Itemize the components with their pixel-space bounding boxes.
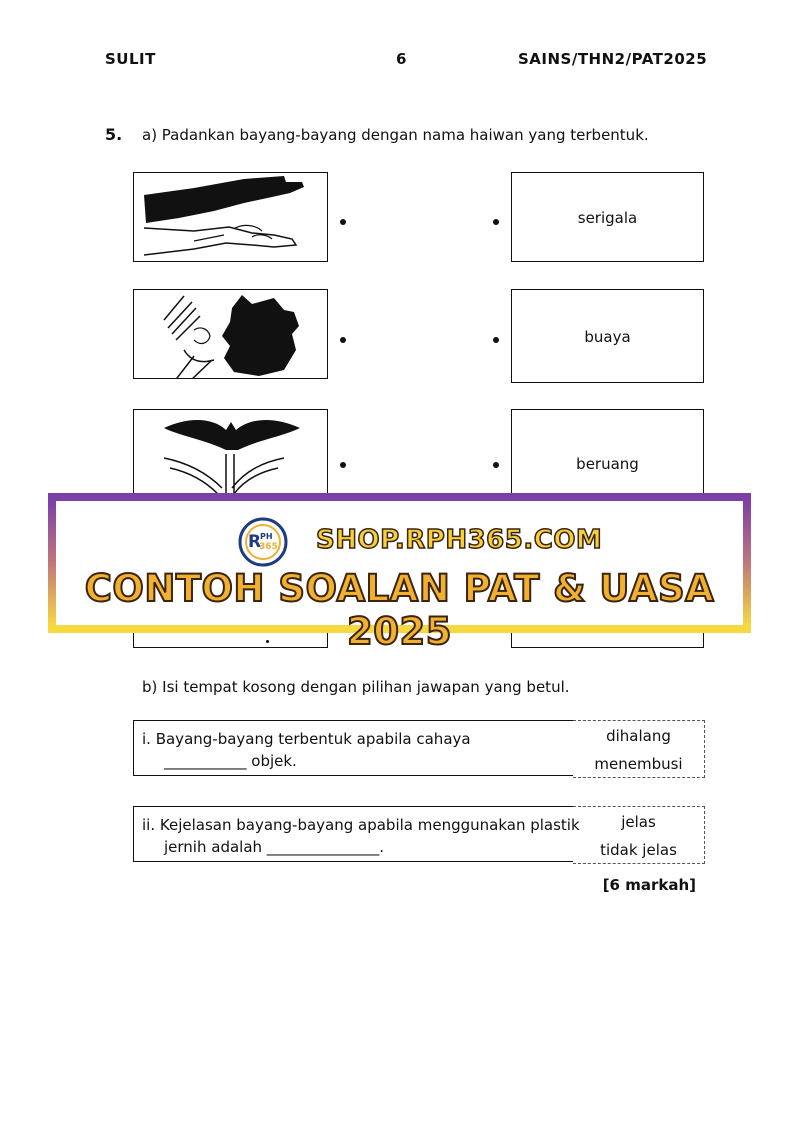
option-i-1[interactable]: dihalang: [606, 727, 671, 745]
animal-name-3: beruang: [576, 455, 639, 473]
fill-ii-line1: ii. Kejelasan bayang-bayang apabila menggunakan plastik: [142, 816, 580, 834]
options-box-ii: [573, 806, 705, 864]
match-dot-right-2[interactable]: [493, 337, 499, 343]
option-ii-1[interactable]: jelas: [621, 813, 656, 831]
fill-i-line1: i. Bayang-bayang terbentuk apabila cahaya: [142, 730, 471, 748]
rph365-logo-icon: [238, 517, 288, 567]
question-number: 5.: [105, 125, 123, 144]
match-dot-left-2[interactable]: [340, 337, 346, 343]
fill-i-line2: ___________ objek.: [164, 752, 297, 770]
fill-blank-i: [133, 720, 573, 776]
animal-name-2: buaya: [584, 328, 631, 346]
animal-name-1: serigala: [577, 209, 638, 227]
page-number: 6: [396, 50, 407, 68]
svg-text:PH: PH: [260, 532, 273, 541]
options-box-i: [573, 720, 705, 778]
question-part-a: a) Padankan bayang-bayang dengan nama haiwan yang terbentuk.: [142, 126, 649, 144]
banner-title: CONTOH SOALAN PAT & UASA 2025: [84, 567, 715, 653]
animal-name-box-3: [511, 409, 704, 499]
shadow-image-box-3: [133, 409, 328, 499]
match-dot-right-3[interactable]: [493, 462, 499, 468]
question-part-b: b) Isi tempat kosong dengan pilihan jawapan yang betul.: [142, 678, 570, 696]
svg-text:365: 365: [259, 542, 278, 552]
watermark-banner: [48, 493, 751, 653]
header-right: SAINS/THN2/PAT2025: [518, 50, 708, 68]
crocodile-hand-shadow-image: [134, 173, 328, 262]
banner-shop-url: SHOP.RPH365.COM: [316, 525, 603, 555]
header-left: SULIT: [105, 50, 156, 68]
option-ii-2[interactable]: tidak jelas: [600, 841, 677, 859]
animal-name-box-2: [511, 289, 704, 383]
animal-name-box-1: [511, 172, 704, 262]
bear-hand-shadow-image: [134, 290, 328, 379]
fill-blank-ii: [133, 806, 580, 862]
bird-hand-shadow-image: [134, 410, 328, 499]
shadow-image-box-2: [133, 289, 328, 379]
match-dot-left-3[interactable]: [340, 462, 346, 468]
svg-text:R: R: [248, 532, 262, 552]
match-dot-left-1[interactable]: [340, 219, 346, 225]
fill-ii-line2: jernih adalah _______________.: [164, 838, 385, 856]
option-i-2[interactable]: menembusi: [594, 755, 683, 773]
shadow-image-box-1: [133, 172, 328, 262]
match-dot-right-1[interactable]: [493, 219, 499, 225]
marks-label: [6 markah]: [602, 876, 696, 894]
